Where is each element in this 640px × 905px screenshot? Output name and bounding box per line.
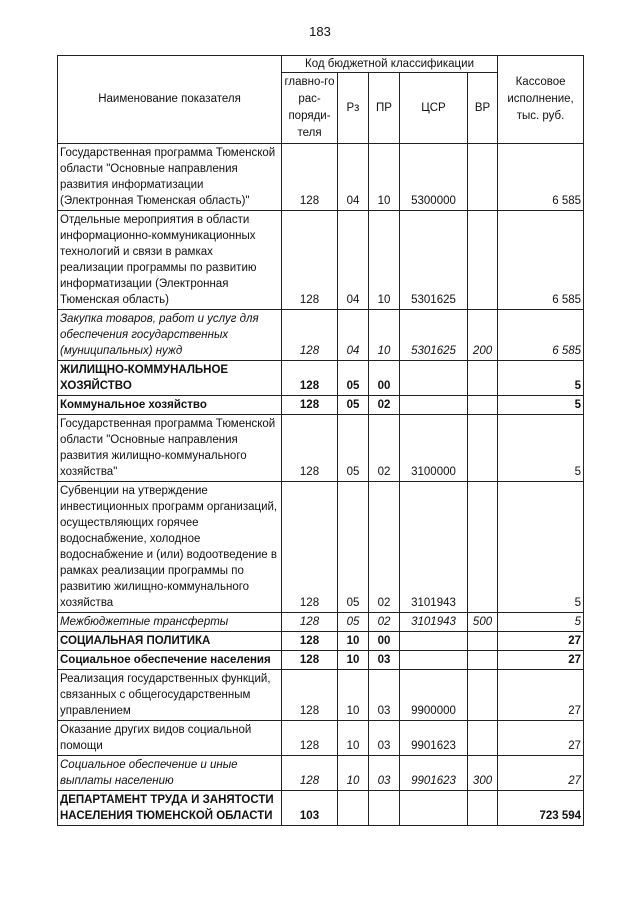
row-name: ЖИЛИЩНО-КОММУНАЛЬНОЕ ХОЗЯЙСТВО [58,361,282,396]
budget-execution-table [57,55,584,826]
row-name: Субвенции на утверждение инвестиционных программ организаций, осуществляющих горячее водоснабжение, холодное водоснабжение и (или) водоотведение в рамках реализации программы по развитию жилищно-коммунального хозяйства [58,482,282,613]
row-glavn: 128 [282,310,338,361]
row-vr [468,361,498,396]
row-amount: 27 [498,756,584,791]
row-rz: 05 [338,482,369,613]
row-amount: 5 [498,396,584,415]
row-vr [468,721,498,756]
row-name: СОЦИАЛЬНАЯ ПОЛИТИКА [58,632,282,651]
row-amount: 5 [498,361,584,396]
row-rz: 05 [338,396,369,415]
row-vr [468,651,498,670]
row-rz: 10 [338,756,369,791]
row-rz: 04 [338,310,369,361]
header-pr: ПР [369,73,400,144]
row-csr: 5300000 [400,144,468,211]
row-rz: 10 [338,632,369,651]
table-row [58,613,584,632]
row-glavn: 128 [282,632,338,651]
row-pr: 02 [369,396,400,415]
row-amount: 6 585 [498,144,584,211]
row-vr [468,144,498,211]
row-glavn: 128 [282,482,338,613]
row-pr: 03 [369,651,400,670]
row-name: Государственная программа Тюменской области "Основные направления развития жилищно-коммунального хозяйства" [58,415,282,482]
row-vr [468,482,498,613]
row-csr: 5301625 [400,211,468,310]
table-row [58,361,584,396]
row-name: Оказание других видов социальной помощи [58,721,282,756]
page-number: 183 [309,24,331,39]
row-glavn: 128 [282,756,338,791]
row-vr: 300 [468,756,498,791]
row-amount: 6 585 [498,310,584,361]
row-rz: 10 [338,651,369,670]
header-vr: ВР [468,73,498,144]
header-rz: Рз [338,73,369,144]
row-glavn: 128 [282,211,338,310]
row-pr: 02 [369,482,400,613]
table-row [58,756,584,791]
row-glavn: 128 [282,721,338,756]
row-vr [468,396,498,415]
header-name: Наименование показателя [58,56,282,144]
table-row [58,651,584,670]
header-csr: ЦСР [400,73,468,144]
row-rz: 05 [338,361,369,396]
row-vr [468,791,498,826]
row-pr: 02 [369,415,400,482]
table-row [58,144,584,211]
row-amount: 27 [498,670,584,721]
row-csr [400,632,468,651]
row-pr: 02 [369,613,400,632]
row-rz [338,791,369,826]
header-glavn: главно-го рас-поряди-теля [282,73,338,144]
row-amount: 5 [498,613,584,632]
row-rz: 04 [338,211,369,310]
row-vr [468,670,498,721]
row-rz: 05 [338,415,369,482]
row-vr: 500 [468,613,498,632]
row-rz: 05 [338,613,369,632]
row-amount: 723 594 [498,791,584,826]
row-glavn: 128 [282,144,338,211]
row-pr [369,791,400,826]
row-pr: 03 [369,721,400,756]
row-glavn: 128 [282,361,338,396]
row-name: Коммунальное хозяйство [58,396,282,415]
row-pr: 00 [369,361,400,396]
table-row [58,791,584,826]
row-pr: 03 [369,756,400,791]
row-name: Межбюджетные трансферты [58,613,282,632]
row-csr [400,361,468,396]
table-row [58,310,584,361]
table-row [58,482,584,613]
table-row [58,211,584,310]
row-amount: 27 [498,721,584,756]
table-row [58,415,584,482]
table-row [58,670,584,721]
row-vr [468,632,498,651]
table-row [58,396,584,415]
row-csr: 3100000 [400,415,468,482]
row-amount: 27 [498,651,584,670]
row-csr: 9901623 [400,756,468,791]
row-amount: 5 [498,482,584,613]
row-rz: 10 [338,721,369,756]
row-pr: 10 [369,310,400,361]
row-glavn: 128 [282,396,338,415]
row-csr: 9901623 [400,721,468,756]
table-row [58,721,584,756]
row-name: Закупка товаров, работ и услуг для обеспечения государственных (муниципальных) нужд [58,310,282,361]
row-csr: 5301625 [400,310,468,361]
row-name: Реализация государственных функций, связанных с общегосударственным управлением [58,670,282,721]
row-amount: 6 585 [498,211,584,310]
row-vr [468,211,498,310]
row-glavn: 128 [282,670,338,721]
row-vr: 200 [468,310,498,361]
row-glavn: 103 [282,791,338,826]
row-name: ДЕПАРТАМЕНТ ТРУДА И ЗАНЯТОСТИ НАСЕЛЕНИЯ ТЮМЕНСКОЙ ОБЛАСТИ [58,791,282,826]
row-rz: 10 [338,670,369,721]
row-pr: 00 [369,632,400,651]
row-csr: 9900000 [400,670,468,721]
row-csr [400,396,468,415]
row-csr: 3101943 [400,613,468,632]
row-pr: 03 [369,670,400,721]
header-code-group: Код бюджетной классификации [282,56,498,73]
row-csr [400,651,468,670]
row-name: Социальное обеспечение населения [58,651,282,670]
row-name: Отдельные мероприятия в области информационно-коммуникационных технологий и связи в рамках реализации программы по развитию информатизации (Электронная Тюменская область) [58,211,282,310]
row-amount: 5 [498,415,584,482]
row-glavn: 128 [282,613,338,632]
table-row [58,632,584,651]
header-amount: Кассовое исполнение, тыс. руб. [498,56,584,144]
row-amount: 27 [498,632,584,651]
row-pr: 10 [369,144,400,211]
row-rz: 04 [338,144,369,211]
row-glavn: 128 [282,651,338,670]
row-csr: 3101943 [400,482,468,613]
row-pr: 10 [369,211,400,310]
row-glavn: 128 [282,415,338,482]
row-name: Социальное обеспечение и иные выплаты населению [58,756,282,791]
row-vr [468,415,498,482]
row-csr [400,791,468,826]
row-name: Государственная программа Тюменской области "Основные направления развития информатизации (Электронная Тюменская область)" [58,144,282,211]
